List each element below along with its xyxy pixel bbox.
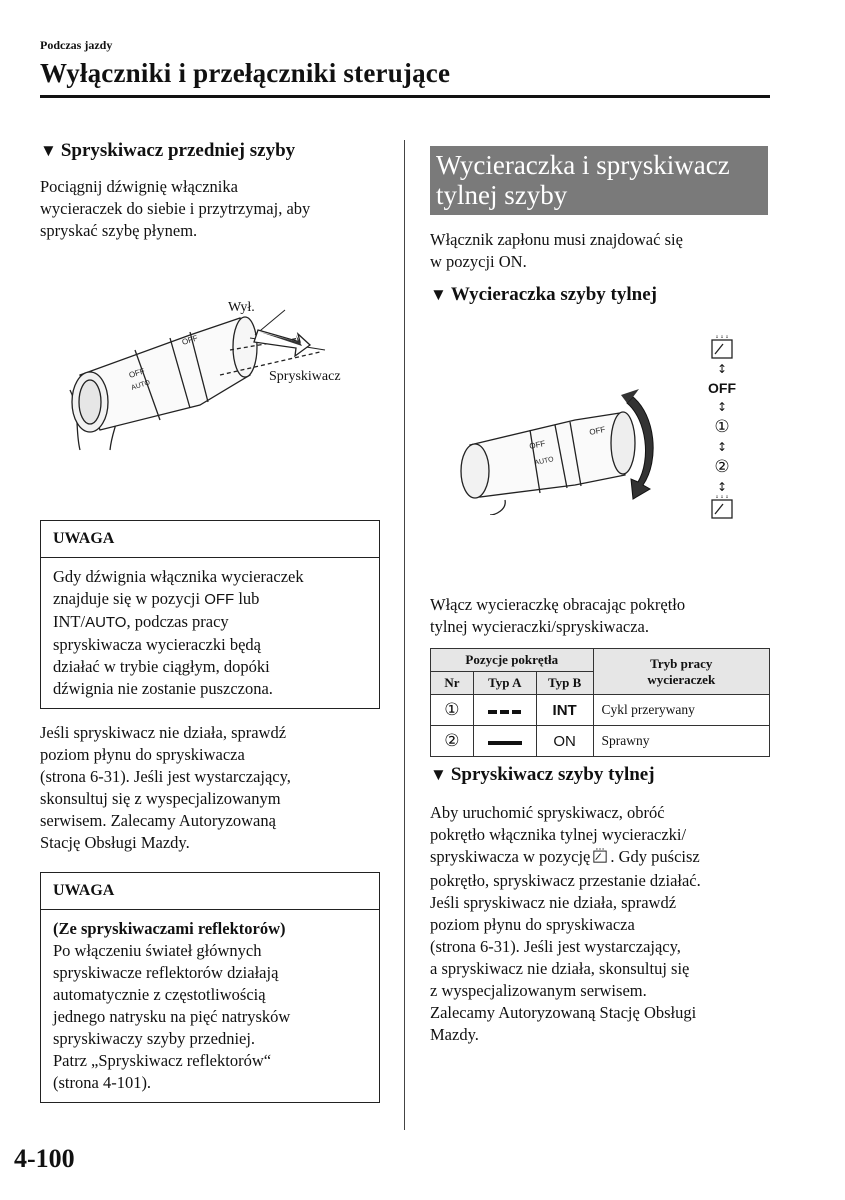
note-1-heading: UWAGA bbox=[41, 521, 379, 558]
rear-stalk-off-label-2: OFF bbox=[588, 424, 607, 437]
arrow-updown-icon: ↕ bbox=[716, 362, 728, 376]
figure-off-label: Wył. bbox=[228, 300, 255, 315]
arrow-updown-icon: ↕ bbox=[716, 480, 728, 494]
table-head-positions: Pozycje pokrętła bbox=[431, 649, 594, 672]
rotary-position-ladder bbox=[698, 335, 746, 521]
stalk-rear-off-label: OFF bbox=[180, 333, 199, 347]
page-title: Wyłączniki i przełączniki sterujące bbox=[40, 58, 451, 88]
rear-washer-icon bbox=[709, 495, 735, 521]
rear-wiper-heading: ▼ Wycieraczka szyby tylnej bbox=[430, 284, 657, 305]
figure-washer-label: Spryskiwacz bbox=[269, 369, 341, 384]
triangle-bullet-icon: ▼ bbox=[430, 285, 447, 304]
rear-washer-icon bbox=[592, 848, 608, 870]
rear-washer-icon bbox=[709, 335, 735, 361]
section-label: Podczas jazdy bbox=[40, 38, 113, 52]
arrow-updown-icon: ↕ bbox=[716, 440, 728, 454]
note-2-heading: UWAGA bbox=[41, 873, 379, 910]
arrow-updown-icon: ↕ bbox=[716, 400, 728, 414]
title-rule bbox=[40, 95, 770, 98]
rear-stalk-auto-label: AUTO bbox=[533, 456, 555, 467]
continuous-line-icon bbox=[473, 726, 536, 757]
triangle-bullet-icon: ▼ bbox=[40, 141, 57, 160]
table-head-type-b: Typ B bbox=[536, 672, 593, 695]
ignition-note-text: Włącznik zapłonu musi znajdować się w pozycji ON. bbox=[430, 230, 683, 271]
table-head-mode: Tryb pracy wycieraczek bbox=[593, 649, 769, 695]
note-1-body: Gdy dźwignia włącznika wycieraczek znajduje się w pozycji OFF lub INT/AUTO, podczas pracy spryskiwacza wycieraczki będą działać w trybie ciągłym, dopóki dźwignia nie zostanie puszczona. bbox=[53, 567, 304, 698]
note-box-1 bbox=[40, 520, 380, 709]
rear-wiper-stalk-figure bbox=[455, 385, 680, 515]
rotate-knob-text: Włącz wycieraczkę obracając pokrętło tylnej wycieraczki/spryskiwacza. bbox=[430, 595, 686, 636]
note-2-body: (Ze spryskiwaczami reflektorów) Po włączeniu świateł głównych spryskiwacze reflektorów działają automatycznie z częstotliwością jednego natrysku na pięć natrysków spryskiwaczy szyby przedniej. Patrz „Spryskiwacz reflektorów“ (strona 4-101). bbox=[53, 919, 291, 1092]
triangle-bullet-icon: ▼ bbox=[430, 765, 447, 784]
table-head-type-a: Typ A bbox=[473, 672, 536, 695]
column-divider bbox=[404, 140, 405, 1130]
page-number: 4-100 bbox=[14, 1144, 75, 1173]
rear-washer-text: Aby uruchomić spryskiwacz, obróć pokrętło włącznika tylnej wycieraczki/ spryskiwacza w pozycję . Gdy puścisz pokrętło, spryskiwacz przestanie działać. Jeśli spryskiwacz nie działa, sprawdź poziom płynu do spryskiwacza (strona 6-31). Jeśli jest wystarczający, a spryskiwacz nie działa, skonsultuj się z wyspecjalizowanym serwisem. Zalecamy Autoryzowaną Stację Obsługi Mazdy. bbox=[430, 803, 701, 1044]
table-row: ① INT Cykl przerywany bbox=[431, 695, 770, 726]
stalk-off-label: OFF bbox=[127, 366, 146, 380]
rear-wiper-modes-table bbox=[430, 648, 770, 757]
front-washer-text: Pociągnij dźwignię włącznika wycieraczek do siebie i przytrzymaj, aby spryskać szybę płynem. bbox=[40, 177, 311, 240]
front-washer-heading: ▼ Spryskiwacz przedniej szyby bbox=[40, 140, 296, 161]
washer-troubleshoot-text: Jeśli spryskiwacz nie działa, sprawdź poziom płynu do spryskiwacza (strona 6-31). Jeśli jest wystarczający, skonsultuj się z wyspecjalizowanym serwisem. Zalecamy Autoryzowaną Stację Obsługi Mazdy. bbox=[40, 723, 291, 852]
table-head-nr: Nr bbox=[431, 672, 474, 695]
stalk-auto-label: AUTO bbox=[130, 379, 152, 392]
table-row: ② ON Sprawny bbox=[431, 726, 770, 757]
ladder-position-2: ② bbox=[714, 457, 730, 477]
ladder-position-1: ① bbox=[714, 417, 730, 437]
rear-washer-heading: ▼ Spryskiwacz szyby tylnej bbox=[430, 764, 655, 785]
rear-wiper-section-title: Wycieraczka i spryskiwacz tylnej szyby bbox=[430, 146, 768, 215]
rear-stalk-off-label-1: OFF bbox=[528, 438, 547, 451]
ladder-off-label: OFF bbox=[708, 380, 736, 396]
intermittent-dash-icon bbox=[473, 695, 536, 726]
note-box-2 bbox=[40, 872, 380, 1103]
